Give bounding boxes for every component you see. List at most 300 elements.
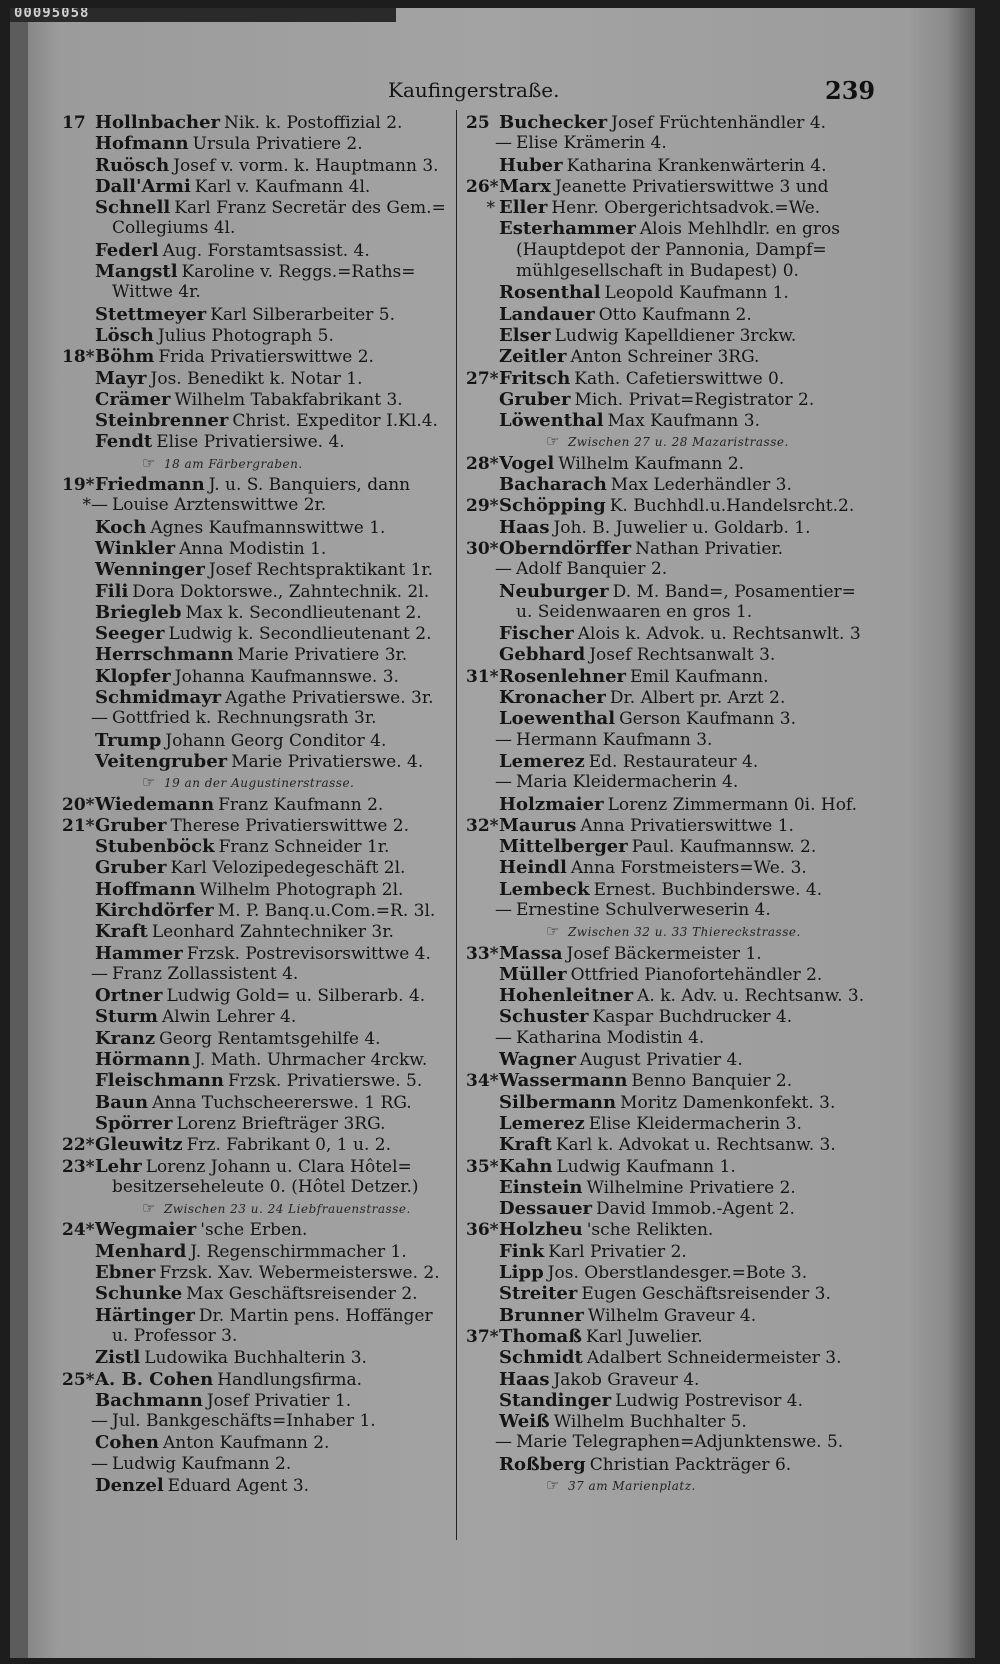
- resident-details: Paul. Kaufmannsw. 2.: [631, 837, 817, 858]
- resident-details: Ludwig Postrevisor 4.: [615, 1390, 803, 1411]
- directory-entry: [466, 218, 886, 239]
- directory-entry: [62, 240, 442, 261]
- directory-entry: [466, 538, 886, 559]
- resident-surname: Briegleb: [95, 601, 182, 623]
- resident-surname: Crämer: [95, 388, 171, 410]
- resident-details: Gottfried k. Rechnungsrath 3r.: [112, 708, 377, 729]
- resident-details: M. P. Banq.u.Com.=R. 3l.: [217, 900, 436, 921]
- resident-surname: Fendt: [95, 431, 153, 453]
- resident-details: Henr. Obergerichtsadvok.=We.: [551, 198, 821, 219]
- resident-details: Wilhelmine Privatiere 2.: [586, 1177, 796, 1198]
- resident-details: Ludwig Kaufmann 2.: [112, 1453, 292, 1474]
- resident-surname: Lemerez: [499, 1112, 585, 1134]
- resident-details: J. Math. Uhrmacher 4rckw.: [194, 1050, 428, 1071]
- directory-entry: [466, 1390, 886, 1411]
- resident-surname: Schmidmayr: [95, 687, 222, 709]
- entry-marker: —: [495, 1432, 512, 1453]
- resident-details: Moritz Damenkonfekt. 3.: [620, 1092, 836, 1113]
- resident-surname: Steinbrenner: [95, 410, 229, 432]
- resident-details: August Privatier 4.: [579, 1050, 743, 1071]
- directory-entry: [62, 261, 442, 282]
- note-text: 18 am Färbergraben.: [163, 456, 303, 471]
- resident-details: Katharina Modistin 4.: [516, 1027, 705, 1048]
- directory-entry: [466, 1028, 886, 1049]
- resident-details: Josef Bäckermeister 1.: [566, 943, 762, 964]
- resident-details: Maria Kleidermacherin 4.: [516, 772, 739, 793]
- resident-details: Wilhelm Kaufmann 2.: [558, 453, 745, 474]
- house-number: 34*: [466, 1071, 499, 1092]
- resident-details: Gerson Kaufmann 3.: [619, 709, 796, 730]
- directory-entry: [466, 687, 886, 708]
- cross-street-note: [466, 431, 886, 452]
- resident-details: Joh. B. Juwelier u. Goldarb. 1.: [553, 517, 811, 538]
- directory-entry: [466, 176, 886, 197]
- cross-street-note: [62, 772, 442, 793]
- directory-entry: [62, 581, 442, 602]
- directory-entry: [466, 644, 886, 665]
- resident-surname: Mangstl: [95, 261, 178, 283]
- resident-surname: Fili: [95, 580, 129, 602]
- directory-entry: [466, 581, 886, 602]
- resident-details: Dr. Albert pr. Arzt 2.: [609, 688, 786, 709]
- directory-entry: [466, 1177, 886, 1198]
- directory-entry: [62, 474, 442, 495]
- directory-entry: [62, 921, 442, 942]
- resident-surname: Hammer: [95, 942, 183, 964]
- resident-surname: Streiter: [499, 1283, 578, 1305]
- resident-surname: Kraft: [499, 1134, 552, 1156]
- resident-details: mühlgesellschaft in Budapest) 0.: [516, 261, 799, 282]
- resident-details: Eugen Geschäftsreisender 3.: [581, 1284, 831, 1305]
- resident-surname: Landauer: [499, 303, 595, 325]
- resident-surname: Schmidt: [499, 1347, 583, 1369]
- resident-details: Christ. Expeditor I.Kl.4.: [232, 411, 438, 432]
- directory-entry: [466, 559, 886, 580]
- resident-details: Marie Telegraphen=Adjunktenswe. 5.: [516, 1432, 844, 1453]
- directory-entry: [466, 133, 886, 154]
- directory-entry: [62, 1028, 442, 1049]
- directory-entry: [62, 1156, 442, 1177]
- resident-surname: Kahn: [499, 1155, 553, 1177]
- directory-entry: [466, 240, 886, 261]
- resident-surname: Rosenthal: [499, 282, 601, 304]
- resident-surname: Trump: [95, 729, 162, 751]
- directory-entry: [62, 1305, 442, 1326]
- resident-surname: Bachmann: [95, 1389, 203, 1411]
- resident-surname: Haas: [499, 1368, 550, 1390]
- resident-details: 'sche Relikten.: [586, 1220, 714, 1241]
- directory-entry: [466, 751, 886, 772]
- resident-details: Elise Privatiersiwe. 4.: [156, 432, 345, 453]
- resident-details: Karl v. Kaufmann 4l.: [194, 176, 371, 197]
- resident-surname: Böhm: [95, 346, 155, 368]
- resident-details: Leonhard Zahntechniker 3r.: [151, 922, 394, 943]
- running-head: Kaufingerstraße.: [388, 78, 560, 102]
- directory-entry: [466, 112, 886, 133]
- directory-entry: [466, 1219, 886, 1240]
- directory-entry: [62, 1049, 442, 1070]
- resident-surname: Thomaß: [499, 1325, 582, 1347]
- house-number: 37*: [466, 1326, 499, 1347]
- directory-entry: [62, 1432, 442, 1453]
- resident-surname: Sturm: [95, 1006, 158, 1028]
- resident-details: Mich. Privat=Registrator 2.: [574, 389, 815, 410]
- directory-entry: [62, 1475, 442, 1496]
- resident-details: Max Kaufmann 3.: [607, 411, 760, 432]
- directory-entry: [466, 836, 886, 857]
- house-number: 36*: [466, 1220, 499, 1241]
- resident-surname: Einstein: [499, 1176, 583, 1198]
- directory-entry: [466, 1432, 886, 1453]
- directory-entry: [62, 517, 442, 538]
- directory-entry: [466, 857, 886, 878]
- resident-details: Frzsk. Xav. Webermeisterswe. 2.: [159, 1263, 440, 1284]
- resident-surname: Stettmeyer: [95, 303, 207, 325]
- resident-details: u. Professor 3.: [112, 1325, 238, 1346]
- resident-surname: Fritsch: [499, 367, 571, 389]
- directory-entry: [466, 708, 886, 729]
- resident-surname: Gebhard: [499, 644, 586, 666]
- resident-details: Adalbert Schneidermeister 3.: [586, 1348, 842, 1369]
- resident-details: Collegiums 4l.: [112, 218, 236, 239]
- directory-entry: [466, 879, 886, 900]
- directory-entry: [62, 964, 442, 985]
- resident-surname: Hoffmann: [95, 878, 196, 900]
- directory-entry: [62, 857, 442, 878]
- resident-details: Ed. Restaurateur 4.: [588, 751, 759, 772]
- directory-entry: [466, 1156, 886, 1177]
- directory-entry: [466, 410, 886, 431]
- directory-entry: [466, 794, 886, 815]
- resident-surname: Hörmann: [95, 1049, 191, 1071]
- directory-entry: [466, 1305, 886, 1326]
- directory-entry: [62, 368, 442, 389]
- directory-entry: [466, 346, 886, 367]
- house-number: 29*: [466, 496, 499, 517]
- resident-details: Wilhelm Graveur 4.: [587, 1305, 757, 1326]
- directory-entry: [466, 261, 886, 282]
- resident-surname: Wagner: [499, 1049, 576, 1071]
- resident-surname: Hollnbacher: [95, 112, 221, 133]
- resident-surname: Wegmaier: [95, 1219, 197, 1241]
- directory-entry: [62, 1454, 442, 1475]
- directory-entry: [62, 1411, 442, 1432]
- directory-entry: [62, 1006, 442, 1027]
- entry-marker: *—: [82, 495, 108, 516]
- resident-details: Kaspar Buchdrucker 4.: [592, 1007, 793, 1028]
- entry-marker: —: [495, 899, 512, 920]
- resident-details: Karoline v. Reggs.=Raths=: [181, 262, 416, 283]
- barcode-text: 00095058: [14, 8, 90, 21]
- resident-details: Karl Juwelier.: [585, 1326, 703, 1347]
- resident-details: 'sche Erben.: [200, 1220, 308, 1241]
- resident-details: Jos. Benedikt k. Notar 1.: [150, 368, 363, 389]
- adjacent-page-edge: [10, 8, 28, 1658]
- directory-entry: [62, 176, 442, 197]
- house-number: 35*: [466, 1156, 499, 1177]
- pointing-hand-icon: ☞: [546, 922, 560, 941]
- directory-entry: [466, 1347, 886, 1368]
- resident-surname: Wassermann: [499, 1070, 628, 1092]
- directory-entry: [62, 602, 442, 623]
- resident-surname: Kranz: [95, 1027, 156, 1049]
- directory-entry: [466, 155, 886, 176]
- directory-entry: [466, 1411, 886, 1432]
- directory-entry: [466, 1049, 886, 1070]
- resident-details: Josef Früchtenhändler 4.: [611, 113, 827, 133]
- entry-marker: —: [495, 133, 512, 154]
- resident-surname: Zistl: [95, 1347, 141, 1369]
- resident-details: Johann Georg Conditor 4.: [165, 730, 387, 751]
- resident-details: Wittwe 4r.: [112, 282, 201, 303]
- resident-surname: Lösch: [95, 324, 154, 346]
- directory-entry: [466, 772, 886, 793]
- directory-entry: [466, 900, 886, 921]
- resident-surname: Hohenleitner: [499, 985, 634, 1007]
- resident-details: Christian Packträger 6.: [589, 1454, 792, 1475]
- house-number: 24*: [62, 1220, 95, 1241]
- resident-surname: Mayr: [95, 367, 147, 389]
- resident-details: Georg Rentamtsgehilfe 4.: [159, 1028, 381, 1049]
- resident-surname: Cohen: [95, 1432, 159, 1454]
- resident-surname: Klopfer: [95, 665, 171, 687]
- directory-entry: [62, 1369, 442, 1390]
- barcode-strip: [10, 8, 396, 22]
- entry-marker: —: [91, 1453, 108, 1474]
- resident-surname: Zeitler: [499, 346, 567, 368]
- resident-details: Eduard Agent 3.: [167, 1476, 310, 1496]
- resident-details: Ernest. Buchbinderswe. 4.: [593, 879, 823, 900]
- resident-details: Frzsk. Postrevisorswittwe 4.: [186, 943, 431, 964]
- resident-details: Julius Photograph 5.: [157, 325, 334, 346]
- resident-surname: Loewenthal: [499, 708, 616, 730]
- resident-details: Marie Privatiere 3r.: [237, 645, 408, 666]
- resident-surname: Silbermann: [499, 1091, 617, 1113]
- entry-marker: *: [486, 198, 495, 219]
- resident-details: Franz Zollassistent 4.: [112, 963, 299, 984]
- directory-entry: [466, 666, 886, 687]
- column-rule: [456, 110, 457, 1540]
- resident-surname: Neuburger: [499, 580, 609, 602]
- entry-marker: —: [91, 963, 108, 984]
- resident-surname: Holzheu: [499, 1219, 583, 1241]
- resident-surname: Härtinger: [95, 1304, 195, 1326]
- directory-entry: [466, 1369, 886, 1390]
- directory-page: [10, 8, 975, 1658]
- house-number: 27*: [466, 368, 499, 389]
- resident-details: Johanna Kaufmannswe. 3.: [174, 666, 399, 687]
- resident-surname: Ruösch: [95, 154, 170, 176]
- directory-entry: [62, 389, 442, 410]
- resident-details: Therese Privatierswittwe 2.: [170, 815, 409, 836]
- directory-entry: [466, 1113, 886, 1134]
- resident-surname: Massa: [499, 942, 563, 964]
- resident-surname: Fischer: [499, 623, 574, 645]
- resident-surname: Oberndörffer: [499, 537, 632, 559]
- resident-details: Dora Doktorswe., Zahntechnik. 2l.: [132, 581, 430, 602]
- house-number: 21*: [62, 815, 95, 836]
- directory-entry: [62, 1347, 442, 1368]
- directory-entry: [62, 943, 442, 964]
- directory-entry: [466, 517, 886, 538]
- pointing-hand-icon: ☞: [142, 773, 156, 792]
- directory-entry: [466, 964, 886, 985]
- directory-entry: [466, 1262, 886, 1283]
- note-text: 37 am Marienplatz.: [567, 1479, 696, 1493]
- resident-details: Marie Privatierswe. 4.: [231, 751, 424, 772]
- resident-surname: Fleischmann: [95, 1070, 224, 1092]
- resident-details: Adolf Banquier 2.: [516, 559, 668, 580]
- house-number: 23*: [62, 1156, 95, 1177]
- resident-details: Ludwig Kaufmann 1.: [556, 1156, 736, 1177]
- resident-surname: Menhard: [95, 1240, 187, 1262]
- resident-surname: Kraft: [95, 921, 148, 943]
- page-number: 239: [825, 76, 876, 105]
- house-number: 20*: [62, 794, 95, 815]
- resident-details: J. Regenschirmmacher 1.: [190, 1241, 407, 1262]
- directory-entry: [62, 133, 442, 154]
- directory-entry: [466, 943, 886, 964]
- resident-surname: Ortner: [95, 985, 163, 1007]
- resident-details: Aug. Forstamtsassist. 4.: [162, 240, 370, 261]
- resident-surname: Spörrer: [95, 1112, 173, 1134]
- directory-entry: [62, 985, 442, 1006]
- resident-details: Josef v. vorm. k. Hauptmann 3.: [173, 155, 439, 176]
- directory-entry: [466, 1006, 886, 1027]
- resident-surname: Friedmann: [95, 474, 205, 496]
- resident-surname: Federl: [95, 239, 159, 261]
- resident-surname: Denzel: [95, 1475, 164, 1496]
- pointing-hand-icon: ☞: [546, 1476, 560, 1494]
- resident-surname: Standinger: [499, 1389, 612, 1411]
- resident-details: Lorenz Zimmermann 0i. Hof.: [607, 794, 858, 815]
- resident-details: Wilhelm Buchhalter 5.: [553, 1412, 747, 1433]
- directory-entry: [466, 1070, 886, 1091]
- resident-surname: Lembeck: [499, 878, 590, 900]
- directory-entry: [62, 730, 442, 751]
- house-number: 25: [466, 113, 490, 133]
- entry-marker: —: [495, 1027, 512, 1048]
- pointing-hand-icon: ☞: [546, 432, 560, 451]
- resident-surname: Elser: [499, 324, 551, 346]
- directory-entry: [466, 1454, 886, 1475]
- directory-entry: [62, 836, 442, 857]
- resident-details: Karl Velozipedegeschäft 2l.: [170, 858, 406, 879]
- resident-surname: Marx: [499, 175, 551, 197]
- directory-entry: [62, 1177, 442, 1198]
- resident-surname: Maurus: [499, 814, 577, 836]
- resident-surname: Herrschmann: [95, 644, 234, 666]
- resident-details: Ludwig k. Secondlieutenant 2.: [168, 624, 432, 645]
- directory-entry: [62, 1326, 442, 1347]
- house-number: 22*: [62, 1135, 95, 1156]
- resident-surname: Eller: [499, 197, 548, 219]
- resident-details: Franz Kaufmann 2.: [218, 794, 384, 815]
- resident-surname: Gleuwitz: [95, 1134, 183, 1156]
- cross-street-note: [62, 1198, 442, 1219]
- resident-details: (Hauptdepot der Pannonia, Dampf=: [516, 239, 827, 260]
- resident-details: Otto Kaufmann 2.: [598, 304, 752, 325]
- house-number: 31*: [466, 666, 499, 687]
- resident-surname: Kronacher: [499, 687, 606, 709]
- right-column: [466, 112, 886, 1496]
- directory-entry: [62, 794, 442, 815]
- resident-details: Frida Privatierswittwe 2.: [158, 347, 374, 368]
- resident-surname: Fink: [499, 1240, 545, 1262]
- resident-details: Alwin Lehrer 4.: [161, 1007, 297, 1028]
- directory-entry: [466, 1326, 886, 1347]
- directory-entry: [62, 1219, 442, 1240]
- resident-details: David Immob.-Agent 2.: [596, 1199, 795, 1220]
- resident-details: Jos. Oberstlandesger.=Bote 3.: [547, 1263, 808, 1284]
- directory-entry: [466, 1283, 886, 1304]
- resident-details: Jul. Bankgeschäfts=Inhaber 1.: [112, 1411, 376, 1432]
- directory-entry: [62, 751, 442, 772]
- directory-entry: [62, 304, 442, 325]
- directory-entry: [62, 623, 442, 644]
- directory-entry: [62, 815, 442, 836]
- house-number: 33*: [466, 943, 499, 964]
- directory-entry: [466, 325, 886, 346]
- resident-details: Alois k. Advok. u. Rechtsanwlt. 3: [577, 624, 861, 645]
- directory-entry: [466, 368, 886, 389]
- directory-entry: [62, 218, 442, 239]
- directory-entry: [62, 1070, 442, 1091]
- entry-marker: —: [91, 1411, 108, 1432]
- directory-entry: [466, 1092, 886, 1113]
- directory-entry: [62, 559, 442, 580]
- resident-details: Anna Modistin 1.: [179, 538, 327, 559]
- resident-details: D. M. Band=, Posamentier=: [612, 581, 856, 602]
- resident-details: Elise Kleidermacherin 3.: [588, 1113, 802, 1134]
- resident-surname: Gruber: [95, 814, 167, 836]
- resident-details: Jeanette Privatierswittwe 3 und: [554, 176, 829, 197]
- resident-details: u. Seidenwaaren en gros 1.: [516, 601, 753, 622]
- resident-surname: Weiß: [499, 1411, 550, 1433]
- left-column: [62, 112, 446, 1496]
- resident-details: Anna Privatierswittwe 1.: [580, 815, 794, 836]
- resident-surname: Haas: [499, 516, 550, 538]
- resident-details: Anton Schreiner 3RG.: [570, 347, 760, 368]
- resident-surname: Dessauer: [499, 1198, 593, 1220]
- directory-entry: [62, 879, 442, 900]
- note-text: 19 an der Augustinerstrasse.: [163, 776, 355, 791]
- resident-details: Josef Privatier 1.: [206, 1390, 352, 1411]
- resident-details: Agnes Kaufmannswittwe 1.: [150, 517, 386, 538]
- directory-entry: [62, 346, 442, 367]
- directory-entry: [62, 644, 442, 665]
- resident-surname: Buchecker: [499, 112, 608, 133]
- house-number: 25*: [62, 1369, 95, 1390]
- entry-marker: —: [495, 729, 512, 750]
- resident-details: Anton Kaufmann 2.: [162, 1433, 330, 1454]
- resident-details: Josef Rechtspraktikant 1r.: [208, 560, 434, 581]
- directory-entry: [466, 623, 886, 644]
- resident-details: Karl k. Advokat u. Rechtsanw. 3.: [555, 1135, 836, 1156]
- resident-details: Katharina Krankenwärterin 4.: [566, 155, 827, 176]
- entry-marker: —: [495, 772, 512, 793]
- directory-entry: [466, 602, 886, 623]
- directory-entry: [466, 730, 886, 751]
- directory-entry: [62, 900, 442, 921]
- resident-surname: Schuster: [499, 1006, 589, 1028]
- resident-surname: Seeger: [95, 623, 165, 645]
- resident-details: Lorenz Briefträger 3RG.: [176, 1113, 386, 1134]
- resident-surname: Huber: [499, 154, 563, 176]
- resident-surname: Vogel: [499, 452, 555, 474]
- resident-details: Max Geschäftsreisender 2.: [186, 1284, 418, 1305]
- resident-surname: Schunke: [95, 1283, 183, 1305]
